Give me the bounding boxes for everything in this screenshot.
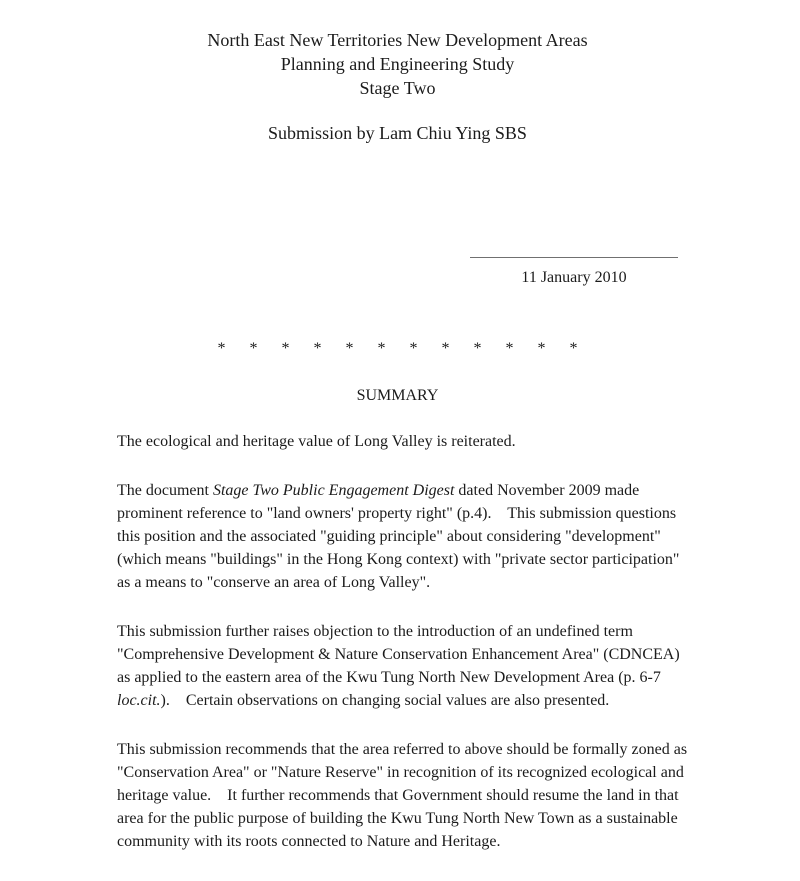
text-segment: The document bbox=[117, 482, 213, 499]
paragraph-line bbox=[117, 643, 678, 666]
text-segment: "Comprehensive Development & Nature Conservation Enhancement Area" (CDNCEA) bbox=[117, 646, 680, 663]
paragraph bbox=[117, 430, 678, 453]
text-segment: area for the public purpose of building the Kwu Tung North New Town as a sustainable bbox=[117, 810, 678, 827]
title-line-3: Stage Two bbox=[359, 78, 436, 98]
paragraph-line bbox=[117, 666, 678, 689]
paragraph bbox=[117, 738, 688, 853]
date-block bbox=[470, 257, 678, 289]
summary-heading: SUMMARY bbox=[356, 387, 439, 404]
paragraph-line bbox=[117, 689, 678, 712]
text-segment: dated November 2009 made bbox=[454, 482, 640, 499]
paragraph-line bbox=[117, 502, 678, 525]
text-segment: "Conservation Area" or "Nature Reserve" in recognition of its recognized ecological and bbox=[117, 764, 684, 781]
text-segment: This submission further raises objection to the introduction of an undefined term bbox=[117, 623, 633, 640]
text-segment: community with its roots connected to Nature and Heritage. bbox=[117, 833, 501, 850]
submission-author-line: Submission by Lam Chiu Ying SBS bbox=[268, 123, 527, 143]
paragraph-line bbox=[117, 807, 678, 830]
paragraph-line bbox=[117, 830, 678, 853]
paragraph-line bbox=[117, 571, 678, 594]
text-segment: (which means "buildings" in the Hong Kong context) with "private sector participation" bbox=[117, 551, 680, 568]
text-segment: This submission recommends that the area referred to above should be formally zoned as bbox=[117, 741, 688, 758]
paragraph-line bbox=[117, 738, 688, 761]
paragraph bbox=[117, 479, 678, 594]
document-date: 11 January 2010 bbox=[521, 269, 627, 286]
italic-text-segment: Stage Two Public Engagement Digest bbox=[212, 482, 455, 499]
paragraph-line bbox=[117, 479, 678, 502]
paragraph-line bbox=[117, 761, 684, 784]
text-segment: as applied to the eastern area of the Kwu Tung North New Development Area (p. 6-7 bbox=[117, 669, 661, 686]
summary-paragraphs bbox=[117, 430, 688, 853]
paragraph-line bbox=[117, 430, 678, 453]
paragraph bbox=[117, 620, 678, 712]
paragraph-line bbox=[117, 548, 678, 571]
text-segment: The ecological and heritage value of Long Valley is reiterated. bbox=[117, 433, 516, 450]
text-segment: ). Certain observations on changing social values are also presented. bbox=[160, 692, 610, 709]
italic-text-segment: loc.cit. bbox=[117, 692, 161, 709]
paragraph-line bbox=[117, 525, 678, 548]
paragraph-line bbox=[117, 620, 678, 643]
text-segment: as a means to "conserve an area of Long Valley". bbox=[117, 574, 431, 591]
asterisk-separator: * * * * * * * * * * * * bbox=[217, 340, 578, 357]
title-line-2: Planning and Engineering Study bbox=[280, 54, 515, 74]
text-segment: this position and the associated "guiding principle" about considering "development" bbox=[117, 528, 661, 545]
document-title bbox=[117, 0, 678, 100]
text-segment: heritage value. It further recommends that Government should resume the land in that bbox=[117, 787, 679, 804]
document-content bbox=[117, 0, 688, 853]
paragraph-line bbox=[117, 784, 678, 807]
text-segment: prominent reference to "land owners' property right" (p.4). This submission questions bbox=[117, 505, 677, 522]
title-line-1: North East New Territories New Development Areas bbox=[207, 30, 588, 50]
